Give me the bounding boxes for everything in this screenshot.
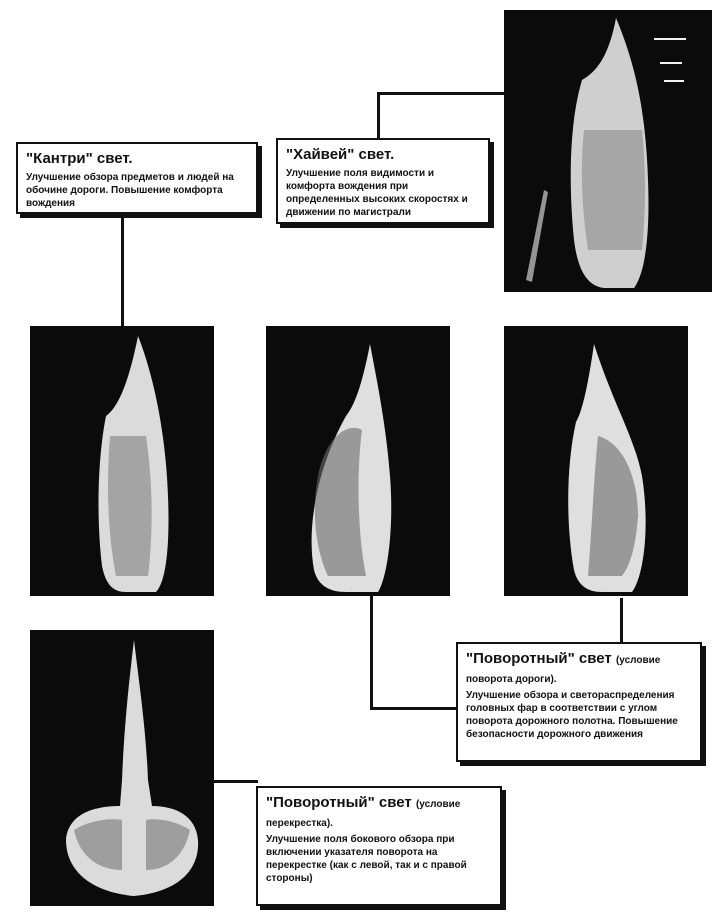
connector-turn-road-h (370, 707, 458, 710)
connector-country (121, 210, 124, 328)
turn-right-beam-pattern (266, 326, 450, 596)
turn-right-beam-panel (266, 326, 450, 596)
highway-beam-pattern (504, 10, 712, 292)
highway-light-box (276, 138, 490, 224)
country-light-description: Улучшение обзора предметов и людей на обочине дороги. Повышение комфорта вождения (26, 172, 234, 209)
connector-turn-road-right (620, 598, 623, 644)
turn-cross-light-description: Улучшение поля бокового обзора при включении указателя поворота на перекрестке (как с левой, так и с правой стороны) (266, 834, 467, 884)
country-light-title: "Кантри" свет. (26, 150, 133, 167)
turn-left-beam-pattern (504, 326, 688, 596)
turn-left-beam-panel (504, 326, 688, 596)
crossing-beam-panel (30, 630, 214, 906)
connector-highway-h (377, 92, 505, 95)
turn-road-light-condition: (условие (615, 655, 661, 666)
highway-light-description: Улучшение поля видимости и комфорта вождения при определенных высоких скоростях и движении по магистрали (286, 168, 468, 218)
connector-turn-road-v (370, 592, 373, 710)
turn-road-light-title: "Поворотный" свет (условие (466, 650, 661, 667)
connector-turn-cross (210, 780, 258, 783)
country-light-box (16, 142, 258, 214)
turn-cross-light-condition: (условие (415, 799, 461, 810)
highway-beam-panel (504, 10, 712, 292)
turn-road-light-box (456, 642, 702, 762)
turn-road-light-description: Улучшение обзора и светораспределения головных фар в соответствии с углом поворота дорожного полотна. Повышение безопасности дорожного движения (466, 690, 678, 740)
connector-highway-v (377, 92, 380, 140)
turn-road-light-condition-cont: поворота дороги). (466, 674, 557, 685)
turn-cross-light-box (256, 786, 502, 906)
highway-light-title: "Хайвей" свет. (286, 146, 395, 163)
country-beam-pattern (30, 326, 214, 596)
turn-cross-light-condition-cont: перекрестка). (266, 818, 333, 829)
crossing-beam-pattern (30, 630, 214, 906)
turn-cross-light-title: "Поворотный" свет (условие (266, 794, 461, 811)
country-beam-panel (30, 326, 214, 596)
